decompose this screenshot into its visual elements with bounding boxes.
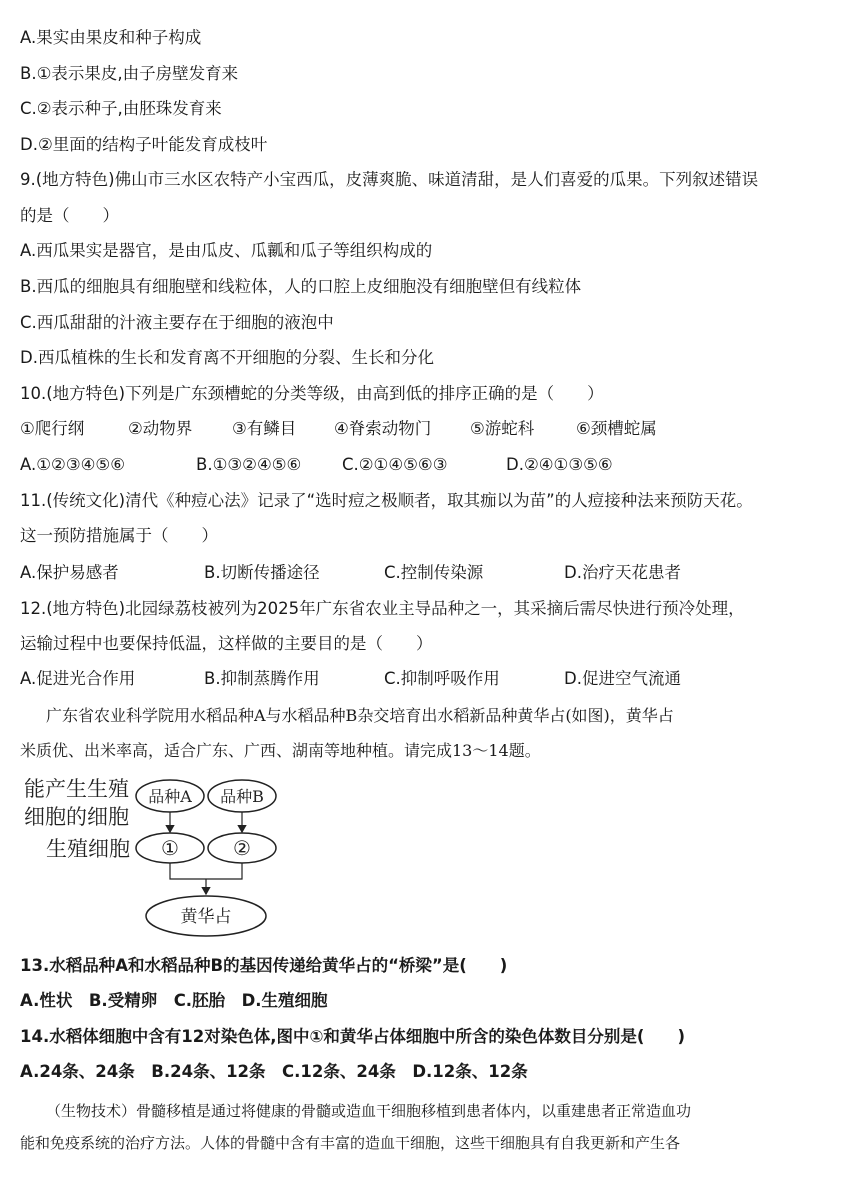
q14-stem: 14.水稻体细胞中含有12对染色体,图中①和黄华占体细胞中所含的染色体数目分别是( ) [20,1027,686,1046]
q12-option-a: A.促进光合作用 [20,669,136,688]
breeding-diagram-svg [20,776,340,944]
q9-stem-line2: 的是（ ） [20,206,119,225]
q10-stem: 10.(地方特色)下列是广东颈槽蛇的分类等级，由高到低的排序正确的是（ ） [20,384,604,403]
q14-options: A.24条、24条 B.24条、12条 C.12条、24条 D.12条、12条 [20,1062,528,1081]
q10-option-d: D.②④①③⑤⑥ [506,455,613,474]
q9-option-b: B.西瓜的细胞具有细胞壁和线粒体，人的口腔上皮细胞没有细胞壁但有线粒体 [20,277,582,296]
q9-option-a: A.西瓜果实是器官，是由瓜皮、瓜瓤和瓜子等组织构成的 [20,241,433,260]
passage2-line2: 能和免疫系统的治疗方法。人体的骨髓中含有丰富的造血干细胞，这些干细胞具有自我更新和产生各 [20,1134,681,1152]
label-germ-producing-cells-2: 细胞的细胞 [24,805,129,829]
q10-item: ④脊索动物门 [334,419,432,438]
q10-option-a: A.①②③④⑤⑥ [20,455,125,474]
germ-cell-1-label: ① [161,836,179,860]
q13-stem: 13.水稻品种A和水稻品种B的基因传递给黄华占的“桥梁”是( ) [20,956,508,975]
q12-stem-line2: 运输过程中也要保持低温，这样做的主要目的是（ ） [20,634,433,653]
q10-item: ①爬行纲 [20,419,85,438]
q10-item: ⑥颈槽蛇属 [576,419,657,438]
germ-cell-2-label: ② [233,836,251,860]
passage2-line1: （生物技术）骨髓移植是通过将健康的骨髓或造血干细胞移植到患者体内，以重建患者正常造血功 [46,1102,692,1120]
q11-option-d: D.治疗天花患者 [564,563,681,582]
q11-stem-line2: 这一预防措施属于（ ） [20,526,218,545]
q10-option-b: B.①③②④⑤⑥ [196,455,302,474]
variety-a-label: 品种A [148,787,192,806]
q8-option-c: C.②表示种子,由胚珠发育来 [20,99,222,118]
q10-item: ③有鳞目 [232,419,297,438]
connector-line [170,863,242,879]
passage-line1: 广东省农业科学院用水稻品种A与水稻品种B杂交培育出水稻新品种黄华占(如图)，黄华占 [46,706,674,725]
q12-option-c: C.抑制呼吸作用 [384,669,500,688]
q11-option-b: B.切断传播途径 [204,563,320,582]
q13-options: A.性状 B.受精卵 C.胚胎 D.生殖细胞 [20,991,328,1010]
breeding-diagram [20,776,340,944]
q8-option-a: A.果实由果皮和种子构成 [20,28,202,47]
label-germ-producing-cells-1: 能产生生殖 [24,777,129,801]
q12-option-b: B.抑制蒸腾作用 [204,669,320,688]
q9-option-d: D.西瓜植株的生长和发育离不开细胞的分裂、生长和分化 [20,348,434,367]
q12-option-d: D.促进空气流通 [564,669,681,688]
q9-option-c: C.西瓜甜甜的汁液主要存在于细胞的液泡中 [20,313,334,332]
q8-option-d: D.②里面的结构子叶能发育成枝叶 [20,135,268,154]
q11-stem-line1: 11.(传统文化)清代《种痘心法》记录了“选时痘之极顺者，取其痂以为苗”的人痘接种法来预防天花。 [20,491,753,510]
q10-item: ⑤游蛇科 [470,419,535,438]
label-germ-cells: 生殖细胞 [46,837,130,861]
offspring-label: 黄华占 [180,907,232,927]
q9-stem-line1: 9.(地方特色)佛山市三水区农特产小宝西瓜，皮薄爽脆、味道清甜，是人们喜爱的瓜果。下列叙述错误 [20,170,759,189]
q11-option-c: C.控制传染源 [384,563,484,582]
passage-line2: 米质优、出米率高，适合广东、广西、湖南等地种植。请完成13～14题。 [20,741,541,760]
q10-item: ②动物界 [128,419,193,438]
q8-option-b: B.①表示果皮,由子房壁发育来 [20,64,239,83]
q12-stem-line1: 12.(地方特色)北园绿荔枝被列为2025年广东省农业主导品种之一，其采摘后需尽快进行预冷处理， [20,599,745,618]
variety-b-label: 品种B [220,787,264,806]
q10-option-c: C.②①④⑤⑥③ [342,455,448,474]
q11-option-a: A.保护易感者 [20,563,119,582]
